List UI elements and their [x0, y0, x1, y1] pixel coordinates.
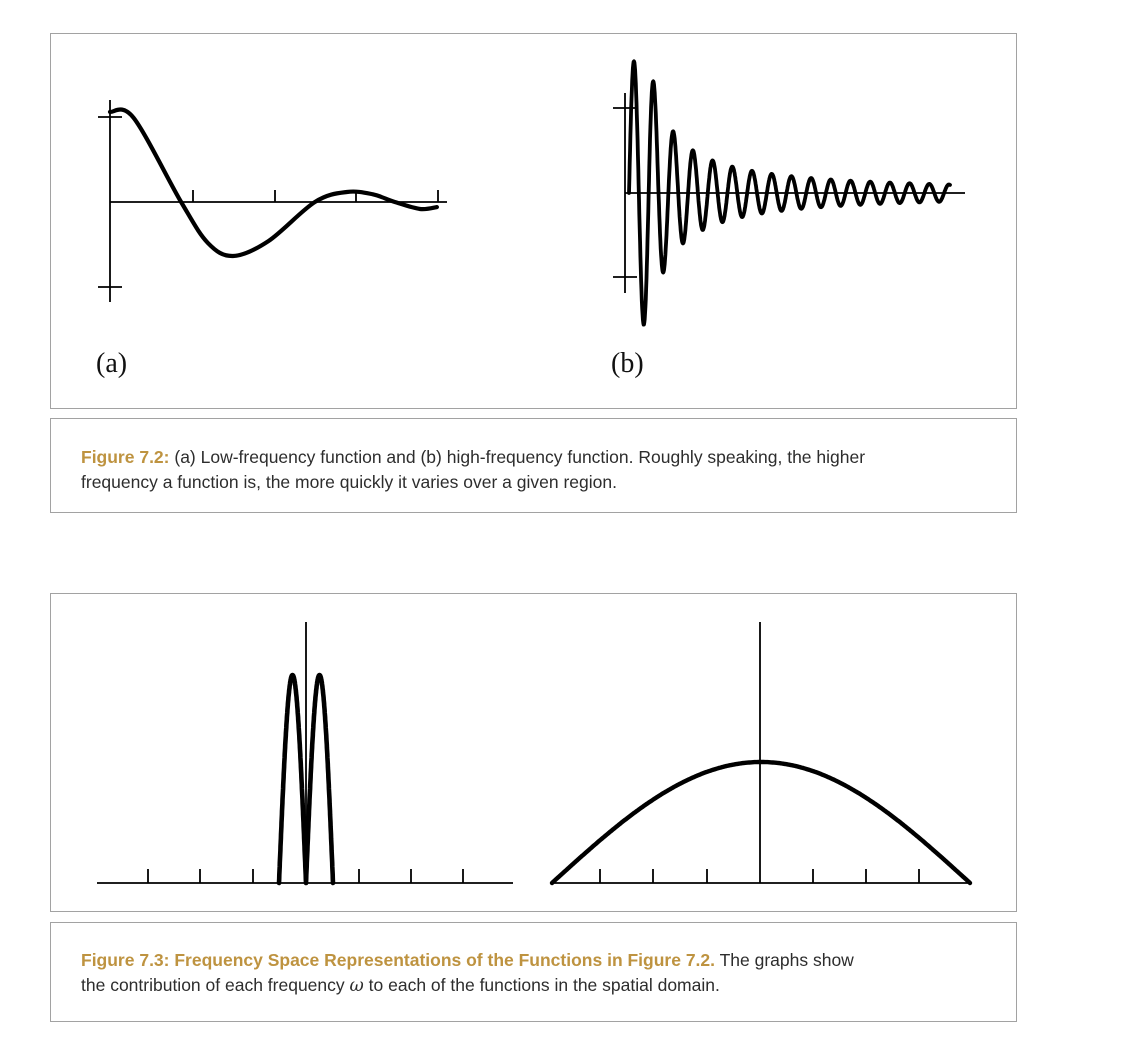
- omega-symbol: ω: [349, 976, 364, 996]
- figure-7-2-caption-label: Figure 7.2:: [81, 447, 170, 467]
- figure-7-3-caption-line2-pre: the contribution of each frequency: [81, 975, 350, 995]
- panel-label-b: (b): [611, 348, 644, 379]
- figure-7-3-caption-label: Figure 7.3: Frequency Space Representations of the Functions in Figure 7.2.: [81, 950, 716, 970]
- figure-7-3-caption-line1: The graphs show: [715, 950, 854, 970]
- figure-7-2-box: [50, 33, 1017, 409]
- panel-label-a: (a): [96, 348, 128, 379]
- figure-7-2-caption-box: [50, 418, 1017, 513]
- figure-7-2-caption-line2: frequency a function is, the more quickly it varies over a given region.: [81, 472, 617, 492]
- figure-7-3-caption: [51, 923, 1016, 999]
- figure-7-2-caption: [51, 419, 1016, 495]
- figure-7-3-caption-line2-post: to each of the functions in the spatial domain.: [363, 975, 720, 995]
- figure-7-3-box: [50, 593, 1017, 912]
- figure-7-3-caption-box: [50, 922, 1017, 1022]
- figure-7-2-caption-line1: (a) Low-frequency function and (b) high-frequency function. Roughly speaking, the higher: [169, 447, 866, 467]
